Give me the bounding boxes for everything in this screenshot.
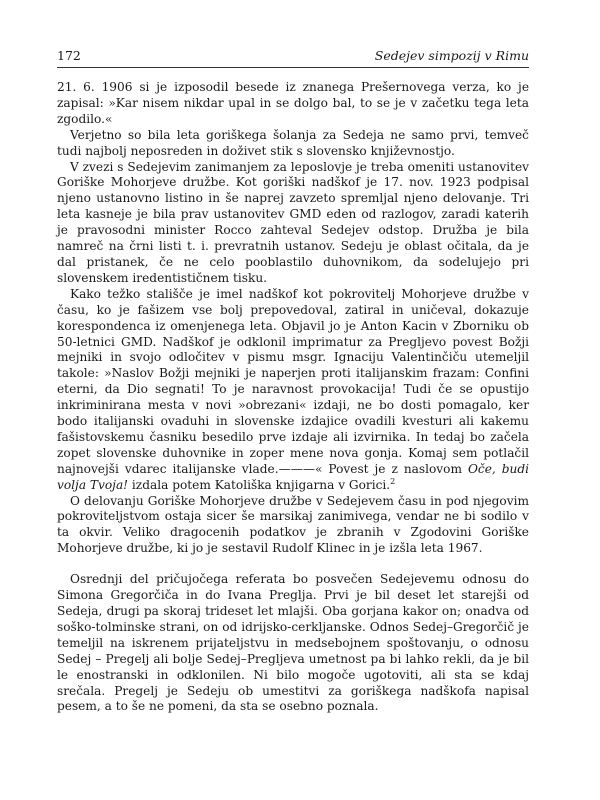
paragraph: Osrednji del pričujočega referata bo posvečen Sedejevemu odnosu do Simona Gregorčiča in do Ivana Preglja. Prvi je bil deset let starejši od Sedeja, drugi pa skoraj trideset let mlajši. Oba gorjana kakor on; onadva od soško-tolminske strani, on od idrijsko-cerkljanske. Odnos Sedej–Gregorčič je temeljil na iskrenem prijateljstvu in medsebojnem spoštovanju, o odnosu Sedej – Pregelj ali bolje Sedej–Pregljeva umetnost pa bi lahko rekli, da je bil le enostranski in odklonilen. Ni bilo mogoče ugotoviti, ali sta se kdaj srečala. Pregelj je Sedeju ob umestitvi za goriškega nadškofa napisal pesem, a to še ne pomeni, da sta se osebno poznala.: [57, 572, 529, 714]
paragraph-text: Kako težko stališče je imel nadškof kot pokrovitelj Mohorjeve družbe v času, ko je fašizem vse bolj prepovedoval, zatiral in uničeval, dokazuje korespondenca iz omenjenega leta. Objavil jo je Anton Kacin v Zborniku ob 50-letnici GMD. Nadškof je odklonil imprimatur za Pregljevo povest Božji mejniki in svojo odločitev v pismu msgr. Ignaciju Valentinčiču utemeljil takole: »Naslov Božji mejniki je naperjen proti italijanskim frazam: Confini eterni, da Dio segnati! To je naravnost provokacija! Tudi če se opustijo inkriminirana mesta v novi »obrezani« izdaji, ne bo dosti pomagalo, ker bodo italijanski ovaduhi in slovenske izdajice ovadili kvesturi ali kakemu fašistovskemu časniku besedilo prve izdaje ali izvirnika. In tedaj bo začela zopet slovenske duhovnike in zoper mene nova gonja. Komaj sem potlačil najnovejši vdarec italijanske vlade.———« Povest je z naslovom: [57, 286, 529, 476]
paragraph: O delovanju Goriške Mohorjeve družbe v Sedejevem času in pod njegovim pokroviteljstvom ostaja sicer še marsikaj zanimivega, vendar ne bi sodilo v ta okvir. Veliko dragocenih podatkov je zbranih v Zgodovini Goriške Mohorjeve družbe, ki jo je sestavil Rudolf Klinec in je izšla leta 1967.: [57, 493, 529, 556]
paragraph-text: izdala potem Katoliška knjigarna v Gorici.: [128, 477, 391, 492]
running-title: Sedejev simpozij v Rimu: [374, 48, 529, 63]
paragraph-continued: 21. 6. 1906 si je izposodil besede iz znanega Prešernovega verza, ko je zapisal: »Kar nisem nikdar upal in se dolgo bal, to se je v začetku tega leta zgodilo.«: [57, 80, 529, 126]
page-number: 172: [57, 48, 81, 63]
paragraph: Verjetno so bila leta goriškega šolanja za Sedeja ne samo prvi, temveč tudi najbolj neposreden in doživet stik s slovensko književnostjo.: [57, 127, 529, 158]
footnote-marker[interactable]: 2: [390, 476, 396, 486]
page-header: [57, 46, 529, 66]
body-text: [57, 80, 529, 715]
book-page: [57, 46, 529, 766]
paragraph: V zvezi s Sedejevim zanimanjem za leposlovje je treba omeniti ustanovitev Goriške Mohorjeve družbe. Kot goriški nadškof je 17. nov. 1923 podpisal njeno ustanovno listino in še naprej zavzeto spremljal njeno delovanje. Tri leta kasneje je bila prav ustanovitev GMD eden od razlogov, zaradi katerih je pravosodni minister Rocco zahteval Sedejev odstop. Družba je bila namreč na črni listi t. i. prevratnih ustanov. Sedeju je oblast očitala, da je dal pristanek, če ne celo pooblastilo duhovnikom, da sodelujejo pri slovenskem iredentističnem tisku.: [57, 159, 529, 285]
book-title-italic: Oče, budi volja Tvoja!: [57, 461, 529, 492]
header-rule: [57, 67, 529, 68]
paragraph: [57, 287, 529, 494]
